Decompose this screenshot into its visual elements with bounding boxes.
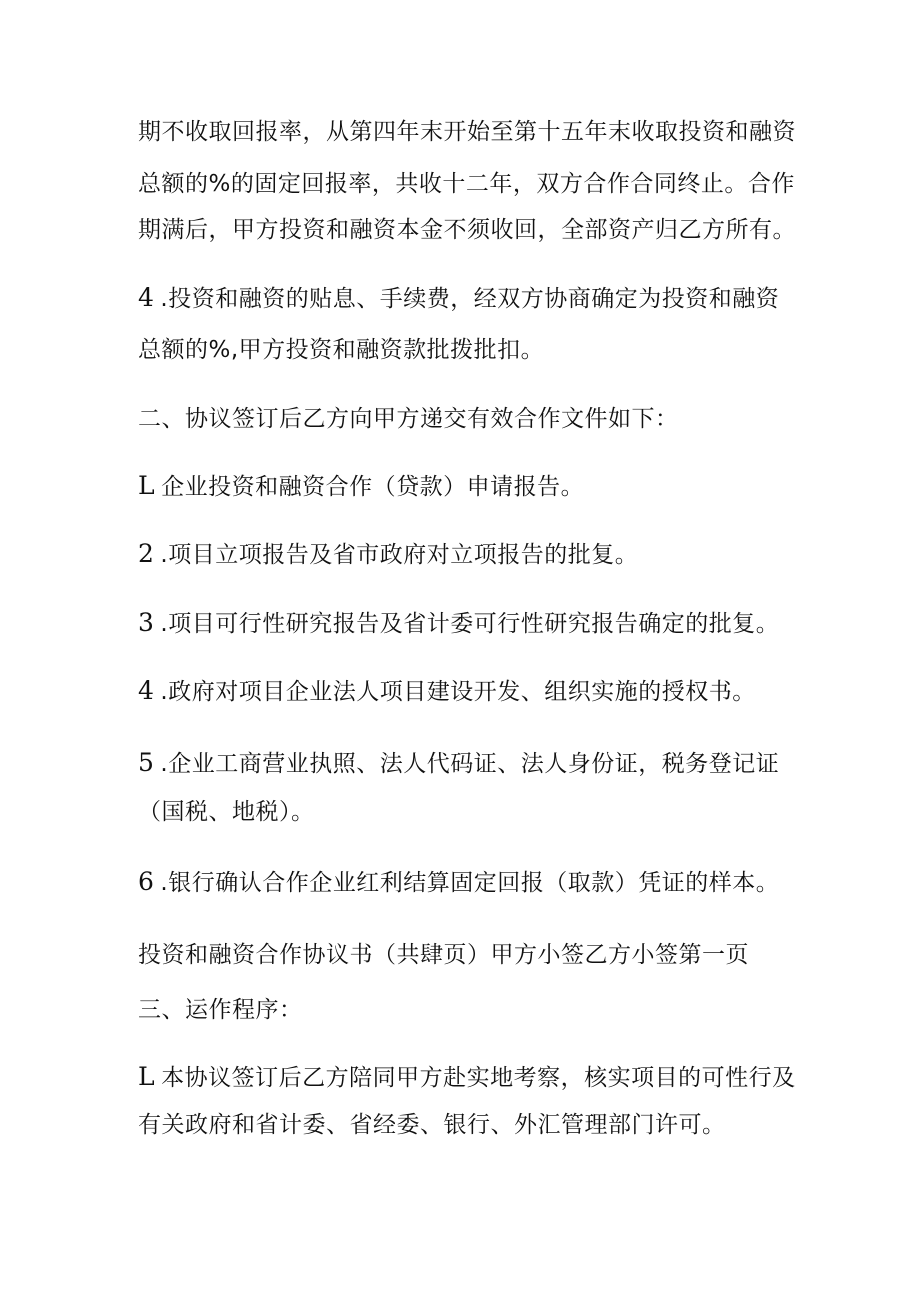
text-line-content: 投资和融资合作协议书（共肆页）甲方小签乙方小签第一页	[138, 942, 749, 968]
page-footer-note	[138, 941, 749, 969]
text-line-content: .政府对项目企业法人项目建设开发、组织实施的授权书。	[160, 679, 756, 705]
section-heading	[138, 405, 679, 433]
list-number: 4	[138, 676, 155, 705]
text-line	[138, 170, 795, 198]
text-line	[138, 336, 544, 364]
text-line-content: .银行确认合作企业红利结算固定回报（取款）凭证的样本。	[160, 870, 780, 896]
list-number: 4	[138, 283, 155, 312]
text-line	[138, 609, 779, 638]
list-number: 5	[138, 748, 155, 777]
text-line	[138, 749, 779, 778]
text-line-content: 期不收取回报率，从第四年末开始至第十五年末收取投资和融资	[138, 119, 796, 145]
text-line-content: .项目立项报告及省市政府对立项报告的批复。	[160, 542, 639, 568]
text-line	[138, 472, 584, 501]
list-number: L	[138, 471, 156, 500]
section-heading	[138, 996, 303, 1024]
text-line-content: 总额的%的固定回报率，共收十二年，双方合作合同终止。合作	[138, 171, 795, 197]
text-line-content: 企业投资和融资合作（贷款）申请报告。	[161, 474, 585, 500]
text-line-content: 期满后，甲方投资和融资本金不须收回，全部资产归乙方所有。	[138, 217, 796, 243]
list-number: 6	[138, 867, 155, 896]
text-line	[138, 540, 638, 569]
text-line	[138, 677, 756, 706]
list-number: L	[138, 1062, 156, 1091]
text-line	[138, 1111, 726, 1139]
text-line	[138, 798, 315, 826]
text-line	[138, 868, 779, 897]
text-line-content: .投资和融资的贴息、手续费，经双方协商确定为投资和融资	[160, 286, 780, 312]
list-number: 2	[138, 539, 155, 568]
text-line-content: （国税、地税）。	[138, 799, 315, 825]
text-line-content: 本协议签订后乙方陪同甲方赴实地考察，核实项目的可性行及	[161, 1065, 796, 1091]
text-line	[138, 118, 796, 146]
text-line	[138, 1063, 796, 1092]
text-line	[138, 284, 779, 313]
text-line-content: 二、协议签订后乙方向甲方递交有效合作文件如下：	[138, 406, 679, 432]
text-line-content: 总额的%,甲方投资和融资款批拨批扣。	[138, 337, 545, 363]
text-line-content: .项目可行性研究报告及省计委可行性研究报告确定的批复。	[160, 611, 780, 637]
text-line-content: .企业工商营业执照、法人代码证、法人身份证，税务登记证	[160, 751, 780, 777]
text-line-content: 有关政府和省计委、省经委、银行、外汇管理部门许可。	[138, 1112, 726, 1138]
text-line-content: 三、运作程序：	[138, 997, 303, 1023]
text-line	[138, 216, 796, 244]
list-number: 3	[138, 608, 155, 637]
